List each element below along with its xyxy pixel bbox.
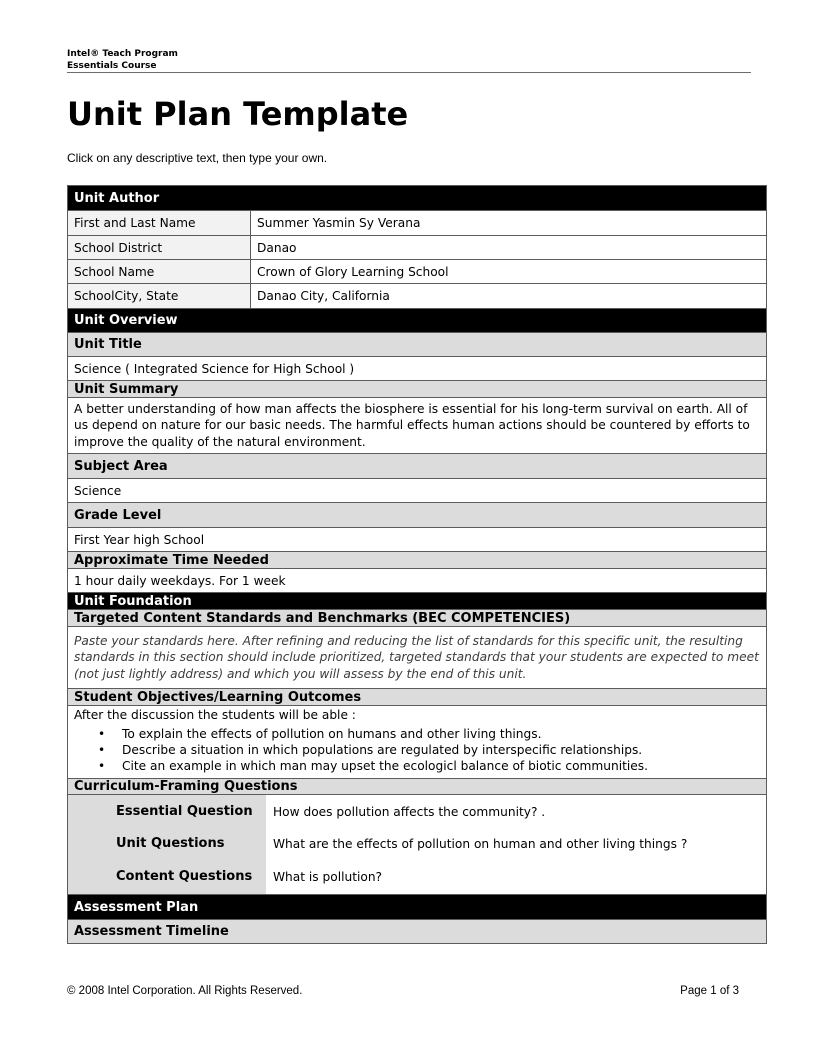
label-standards: Targeted Content Standards and Benchmarks (BEC COMPETENCIES) <box>68 610 767 627</box>
section-unit-author: Unit Author <box>68 186 767 211</box>
cfq-table <box>68 795 766 894</box>
footer-page-number: Page 1 of 3 <box>680 985 739 997</box>
cfq-label-content: Content Questions <box>68 860 266 894</box>
objective-item: • Describe a situation in which populations are regulated by interspecific relationships. <box>122 742 760 758</box>
objective-item: • Cite an example in which man may upset the ecologicl balance of biotic communities. <box>122 758 760 774</box>
label-district: School District <box>68 236 251 260</box>
label-assessment-timeline: Assessment Timeline <box>68 920 767 944</box>
label-time-needed: Approximate Time Needed <box>68 552 767 569</box>
label-objectives: Student Objectives/Learning Outcomes <box>68 689 767 706</box>
value-district[interactable]: Danao <box>251 236 767 260</box>
value-subject-area[interactable]: Science <box>68 479 767 503</box>
cfq-value-content[interactable]: What is pollution? <box>273 870 383 884</box>
header-program: Intel® Teach Program <box>67 49 178 59</box>
section-unit-overview: Unit Overview <box>68 309 767 333</box>
objectives-list <box>74 726 760 774</box>
label-unit-summary: Unit Summary <box>68 381 767 398</box>
cfq-label-unit: Unit Questions <box>68 828 266 860</box>
value-city[interactable]: Danao City, California <box>251 284 767 309</box>
value-grade-level[interactable]: First Year high School <box>68 528 767 552</box>
value-school[interactable]: Crown of Glory Learning School <box>251 260 767 284</box>
section-unit-foundation: Unit Foundation <box>68 593 767 610</box>
cfq-label-essential: Essential Question <box>68 795 266 828</box>
label-school: School Name <box>68 260 251 284</box>
cfq-value-essential[interactable]: How does pollution affects the community? . <box>273 804 546 819</box>
objectives-cell[interactable] <box>68 706 767 779</box>
instructions-text: Click on any descriptive text, then type your own. <box>67 151 328 165</box>
section-assessment-plan: Assessment Plan <box>68 895 767 920</box>
value-unit-title[interactable]: Science ( Integrated Science for High School ) <box>68 357 767 381</box>
label-cfq: Curriculum-Framing Questions <box>68 779 767 795</box>
objectives-intro: After the discussion the students will be able : <box>74 708 356 722</box>
value-name[interactable]: Summer Yasmin Sy Verana <box>251 211 767 236</box>
value-time-needed[interactable]: 1 hour daily weekdays. For 1 week <box>68 569 767 593</box>
cfq-cell <box>68 795 767 895</box>
header-course: Essentials Course <box>67 61 157 71</box>
document-header <box>67 48 751 73</box>
value-unit-summary[interactable]: A better understanding of how man affects the biosphere is essential for his long-term survival on earth. All of us depend on nature for our basic needs. The harmful effects human actions should be countered by efforts to improve the quality of the natural environment. <box>68 398 767 454</box>
label-unit-title: Unit Title <box>68 333 767 357</box>
label-name: First and Last Name <box>68 211 251 236</box>
unit-plan-table <box>67 185 767 944</box>
label-subject-area: Subject Area <box>68 454 767 479</box>
footer-copyright: © 2008 Intel Corporation. All Rights Reserved. <box>67 985 303 997</box>
label-grade-level: Grade Level <box>68 503 767 528</box>
objective-item: • To explain the effects of pollution on humans and other living things. <box>122 726 760 742</box>
page-title: Unit Plan Template <box>67 95 409 133</box>
label-city: SchoolCity, State <box>68 284 251 309</box>
value-standards[interactable]: Paste your standards here. After refining and reducing the list of standards for this specific unit, the resulting standards in this section should include prioritized, targeted standards that your students are expected to meet (not just lightly address) and which you will assess by the end of this unit. <box>68 627 767 689</box>
cfq-value-unit[interactable]: What are the effects of pollution on human and other living things ? <box>273 837 688 851</box>
